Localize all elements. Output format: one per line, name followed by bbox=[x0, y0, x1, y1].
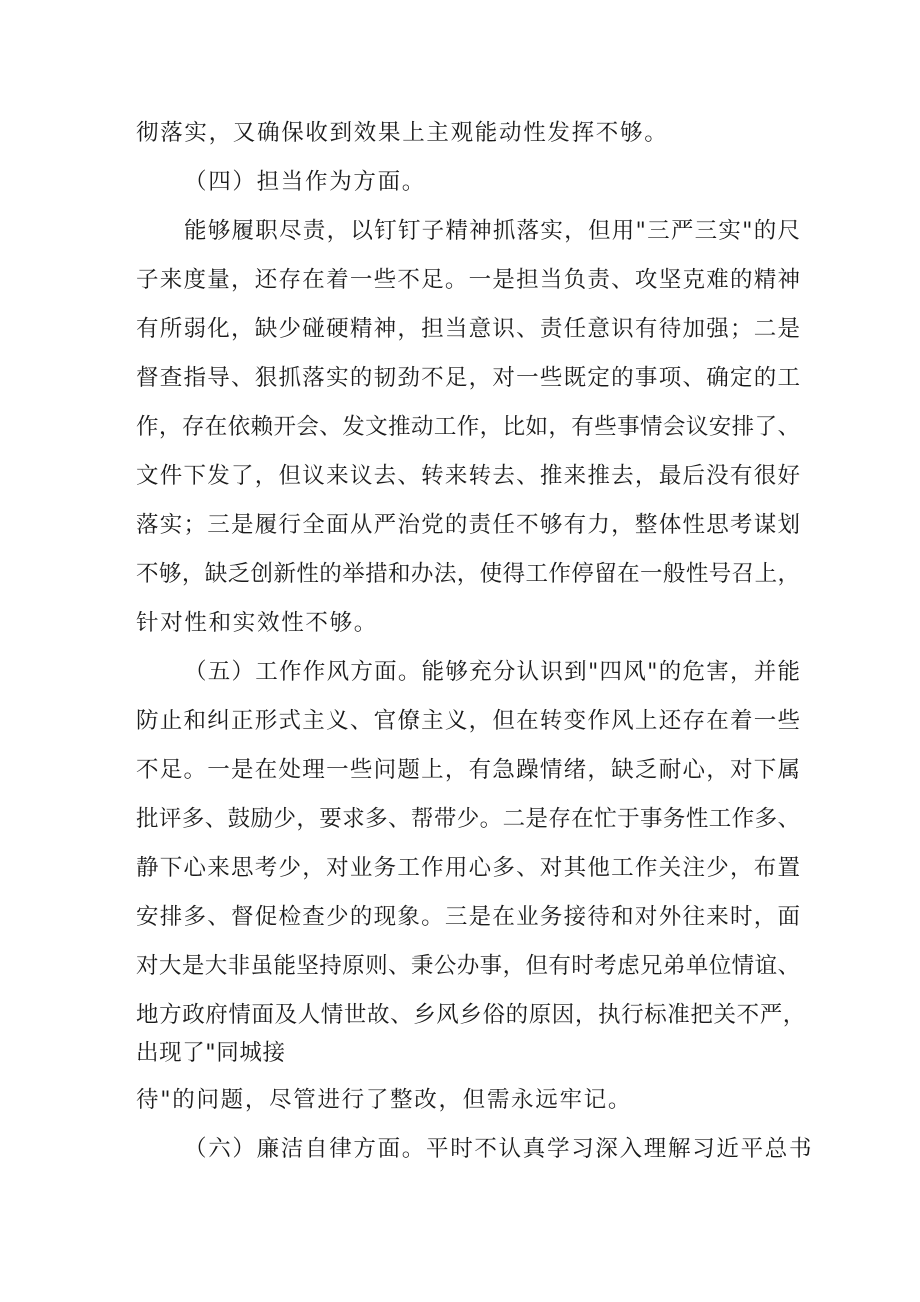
paragraph-line: 不够，缺乏创新性的举措和办法，使得工作停留在一般性号召上， bbox=[136, 561, 800, 587]
section-heading-5: （五）工作作风方面。能够充分认识到"四风"的危害，并能 bbox=[184, 659, 800, 685]
paragraph-line: 彻落实，又确保收到效果上主观能动性发挥不够。 bbox=[136, 120, 669, 146]
paragraph-line: 地方政府情面及人情世故、乡风乡俗的原因，执行标准把关不严， bbox=[136, 1002, 806, 1028]
paragraph-line: 督查指导、狠抓落实的韧劲不足，对一些既定的事项、确定的工 bbox=[136, 365, 800, 391]
paragraph-line: 批评多、鼓励少，要求多、帮带少。二是存在忙于事务性工作多、 bbox=[136, 806, 800, 832]
paragraph-line: 待"的问题，尽管进行了整改，但需永远牢记。 bbox=[136, 1087, 633, 1113]
section-heading-6: （六）廉洁自律方面。平时不认真学习深入理解习近平总书 bbox=[184, 1136, 814, 1162]
paragraph-line: 安排多、督促检查少的现象。三是在业务接待和对外往来时，面 bbox=[136, 904, 800, 930]
paragraph-line: 有所弱化，缺少碰硬精神，担当意识、责任意识有待加强；二是 bbox=[136, 316, 800, 342]
paragraph-line: 作，存在依赖开会、发文推动工作，比如，有些事情会议安排了、 bbox=[136, 414, 800, 440]
paragraph-line: 静下心来思考少，对业务工作用心多、对其他工作关注少，布置 bbox=[136, 855, 800, 881]
paragraph-line: 针对性和实效性不够。 bbox=[136, 610, 379, 636]
section-heading-4: （四）担当作为方面。 bbox=[184, 169, 427, 195]
paragraph-line: 防止和纠正形式主义、官僚主义，但在转变作风上还存在着一些 bbox=[136, 708, 800, 734]
paragraph-line: 对大是大非虽能坚持原则、秉公办事，但有时考虑兄弟单位情谊、 bbox=[136, 953, 800, 979]
paragraph-line: 落实；三是履行全面从严治党的责任不够有力，整体性思考谋划 bbox=[136, 512, 800, 538]
paragraph-line: 不足。一是在处理一些问题上，有急躁情绪，缺乏耐心，对下属 bbox=[136, 757, 800, 783]
paragraph-line: 出现了"同城接 bbox=[136, 1040, 286, 1066]
paragraph-line: 能够履职尽责，以钉钉子精神抓落实，但用"三严三实"的尺 bbox=[184, 218, 800, 244]
paragraph-line: 子来度量，还存在着一些不足。一是担当负责、攻坚克难的精神 bbox=[136, 267, 800, 293]
paragraph-line: 文件下发了，但议来议去、转来转去、推来推去，最后没有很好 bbox=[136, 463, 800, 489]
